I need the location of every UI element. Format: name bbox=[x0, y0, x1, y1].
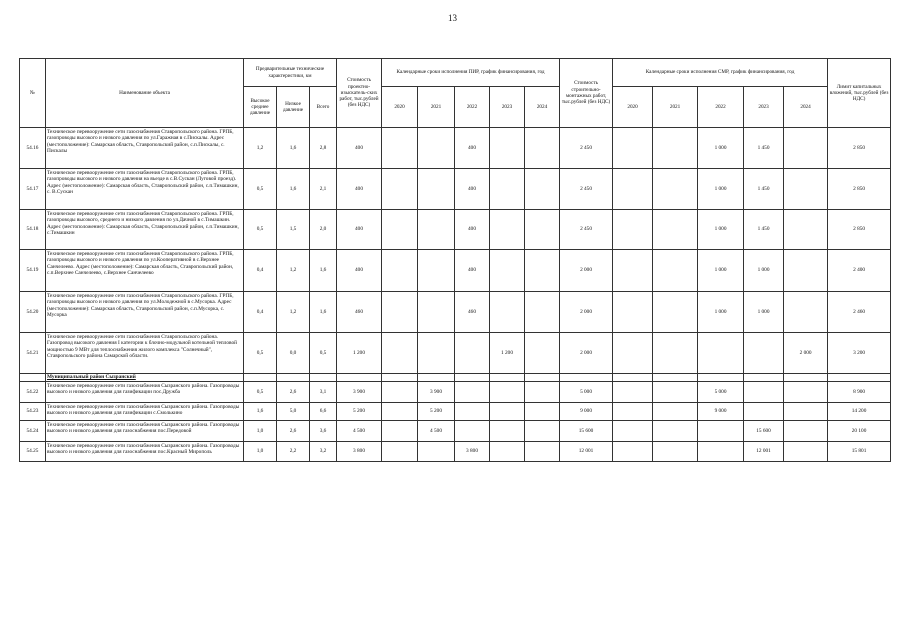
empty-cell bbox=[310, 374, 337, 382]
smr-cost-cell: 15 600 bbox=[560, 421, 613, 442]
pir-year-cell bbox=[418, 292, 455, 333]
pir-year-cell bbox=[525, 421, 560, 442]
smr-cost-cell: 2 450 bbox=[560, 169, 613, 210]
smr-year-cell bbox=[613, 210, 653, 250]
header-tech-low: Низкое давление bbox=[277, 87, 310, 128]
smr-year-cell: 2 000 bbox=[784, 333, 828, 374]
low-pressure-cell: 0,0 bbox=[277, 333, 310, 374]
smr-year-cell bbox=[784, 442, 828, 462]
table-row bbox=[20, 403, 891, 421]
row-number-cell: 54.23 bbox=[20, 403, 46, 421]
pir-year-cell: 3 900 bbox=[418, 382, 455, 403]
header-tech-total: Всего bbox=[310, 87, 337, 128]
empty-cell bbox=[244, 374, 277, 382]
smr-year-cell bbox=[784, 421, 828, 442]
empty-cell bbox=[653, 374, 698, 382]
smr-year-cell: 9 000 bbox=[698, 403, 744, 421]
header-smr-cost: Стоимость строительно-монтажных работ, тыс.рублей (без НДС) bbox=[560, 59, 613, 128]
pir-cost-cell: 3 900 bbox=[337, 382, 382, 403]
smr-year-cell: 1 000 bbox=[698, 128, 744, 169]
empty-cell bbox=[744, 374, 784, 382]
smr-year-cell: 1 000 bbox=[744, 292, 784, 333]
table-row bbox=[20, 169, 891, 210]
smr-year-cell bbox=[744, 382, 784, 403]
smr-year-cell bbox=[613, 333, 653, 374]
header-smr-year: 2020 bbox=[613, 87, 653, 128]
pir-year-cell bbox=[382, 210, 418, 250]
object-name-cell: Техническое перевооружение сети газоснабжения Ставропольского района. ГРПБ, газопроводы высокого и низкого давления по ул.Молодежной в с.Мусорка. Адрес (местоположение): Самарская область, Ставропольский район, с.п.Мусорка, с. Мусорка bbox=[46, 292, 244, 333]
limit-cell: 2 460 bbox=[828, 292, 891, 333]
pir-cost-cell: 400 bbox=[337, 128, 382, 169]
empty-cell bbox=[698, 374, 744, 382]
header-pir-group: Календарные сроки исполнения ПИР, график финансирования, год bbox=[382, 59, 560, 87]
object-name-cell: Техническое перевооружение сети газоснабжения Сызранского района. Газопроводы высокого и низкого давления для газификации с.Смолькино bbox=[46, 403, 244, 421]
pir-year-cell: 460 bbox=[455, 292, 490, 333]
pir-year-cell: 5 200 bbox=[418, 403, 455, 421]
row-number-cell: 54.25 bbox=[20, 442, 46, 462]
empty-cell bbox=[418, 374, 455, 382]
smr-year-cell bbox=[613, 442, 653, 462]
smr-year-cell: 1 000 bbox=[744, 250, 784, 292]
smr-year-cell bbox=[613, 250, 653, 292]
low-pressure-cell: 1,5 bbox=[277, 210, 310, 250]
row-number-cell: 54.19 bbox=[20, 250, 46, 292]
smr-year-cell bbox=[784, 382, 828, 403]
total-length-cell: 2,0 bbox=[310, 210, 337, 250]
header-limit: Лимит капитальных вложений, тыс.рублей (без НДС) bbox=[828, 59, 891, 128]
header-smr-year: 2022 bbox=[698, 87, 744, 128]
limit-cell: 15 801 bbox=[828, 442, 891, 462]
high-pressure-cell: 0,4 bbox=[244, 292, 277, 333]
pir-year-cell bbox=[455, 421, 490, 442]
limit-cell: 2 850 bbox=[828, 210, 891, 250]
row-number-cell: 54.22 bbox=[20, 382, 46, 403]
table-row bbox=[20, 333, 891, 374]
section-title: Муниципальный район Сызранский bbox=[46, 374, 244, 382]
pir-year-cell: 4 500 bbox=[418, 421, 455, 442]
section-row bbox=[20, 374, 891, 382]
smr-cost-cell: 9 000 bbox=[560, 403, 613, 421]
object-name-cell: Техническое перевооружение сети газоснабжения Ставропольского района. ГРПБ, газопроводы высокого и низкого давления на въезде в с.В.Сускан (Луговой проезд). Адрес (местоположение): Самарская область, Ставропольский район, с.п.Тимашкин, с. В.Сускан bbox=[46, 169, 244, 210]
row-number-cell bbox=[20, 374, 46, 382]
object-name-cell: Техническое перевооружение сети газоснабжения Ставропольского района. Газопровод высокого давления I категории к блочно-модульной котельной тепловой мощностью 9 МВт для теплоснабжения жилого комплекса "Солнечный", Ставропольского района Самарской области. bbox=[46, 333, 244, 374]
smr-year-cell: 1 000 bbox=[698, 250, 744, 292]
empty-cell bbox=[613, 374, 653, 382]
pir-year-cell bbox=[382, 128, 418, 169]
pir-year-cell bbox=[418, 250, 455, 292]
pir-year-cell bbox=[490, 382, 525, 403]
object-name-cell: Техническое перевооружение сети газоснабжения Ставропольского района. ГРПБ, газопроводы высокого и низкого давления по ул.Гаражная в с.Пискалы. Адрес (местоположение): Самарская область, Ставропольский район, с.п.Пискалы, с. Пискалы bbox=[46, 128, 244, 169]
pir-year-cell bbox=[382, 421, 418, 442]
low-pressure-cell: 2,6 bbox=[277, 421, 310, 442]
pir-year-cell: 400 bbox=[455, 210, 490, 250]
header-smr-year: 2023 bbox=[744, 87, 784, 128]
pir-year-cell bbox=[490, 421, 525, 442]
pir-year-cell bbox=[418, 442, 455, 462]
pir-year-cell: 400 bbox=[455, 128, 490, 169]
row-number-cell: 54.24 bbox=[20, 421, 46, 442]
pir-year-cell: 3 800 bbox=[455, 442, 490, 462]
table-row bbox=[20, 210, 891, 250]
row-number-cell: 54.18 bbox=[20, 210, 46, 250]
pir-cost-cell: 5 200 bbox=[337, 403, 382, 421]
object-name-cell: Техническое перевооружение сети газоснабжения Ставропольского района. ГРПБ, газопроводы высокого, среднего и низкого давления по ул.Дачной в с.Тимашкин. Адрес (местоположение): Самарская область, Ставропольский район, с.п.Тимашкин, с.Тимашкин bbox=[46, 210, 244, 250]
table-row bbox=[20, 292, 891, 333]
high-pressure-cell: 1,2 bbox=[244, 128, 277, 169]
smr-year-cell bbox=[653, 292, 698, 333]
smr-year-cell bbox=[613, 292, 653, 333]
pir-year-cell bbox=[455, 382, 490, 403]
smr-year-cell bbox=[653, 403, 698, 421]
empty-cell bbox=[382, 374, 418, 382]
total-length-cell: 2,1 bbox=[310, 169, 337, 210]
investment-table bbox=[19, 58, 891, 462]
empty-cell bbox=[560, 374, 613, 382]
smr-year-cell: 1 450 bbox=[744, 210, 784, 250]
smr-year-cell bbox=[784, 403, 828, 421]
header-smr-year: 2024 bbox=[784, 87, 828, 128]
header-pir-year: 2020 bbox=[382, 87, 418, 128]
pir-year-cell: 1 200 bbox=[490, 333, 525, 374]
smr-year-cell bbox=[653, 333, 698, 374]
header-pir-cost: Стоимость проектно-изыскатель-ских работ, тыс.рублей (без НДС) bbox=[337, 59, 382, 128]
pir-year-cell: 400 bbox=[455, 169, 490, 210]
object-name-cell: Техническое перевооружение сети газоснабжения Сызранского района. Газопроводы высокого и низкого давления для газификации пос.Дружба bbox=[46, 382, 244, 403]
empty-cell bbox=[784, 374, 828, 382]
limit-cell: 2 850 bbox=[828, 128, 891, 169]
header-pir-year: 2022 bbox=[455, 87, 490, 128]
smr-year-cell bbox=[784, 292, 828, 333]
pir-year-cell bbox=[490, 169, 525, 210]
total-length-cell: 1,6 bbox=[310, 250, 337, 292]
pir-year-cell bbox=[490, 210, 525, 250]
high-pressure-cell: 1,0 bbox=[244, 421, 277, 442]
pir-year-cell bbox=[382, 169, 418, 210]
total-length-cell: 1,6 bbox=[310, 292, 337, 333]
smr-year-cell bbox=[653, 442, 698, 462]
smr-year-cell bbox=[784, 250, 828, 292]
pir-year-cell bbox=[382, 333, 418, 374]
high-pressure-cell: 0,5 bbox=[244, 210, 277, 250]
high-pressure-cell: 1,0 bbox=[244, 442, 277, 462]
smr-cost-cell: 12 001 bbox=[560, 442, 613, 462]
smr-cost-cell: 5 000 bbox=[560, 382, 613, 403]
high-pressure-cell: 0,5 bbox=[244, 169, 277, 210]
pir-year-cell bbox=[490, 442, 525, 462]
pir-year-cell bbox=[490, 128, 525, 169]
smr-year-cell bbox=[784, 128, 828, 169]
pir-year-cell bbox=[418, 128, 455, 169]
empty-cell bbox=[455, 374, 490, 382]
pir-cost-cell: 1 200 bbox=[337, 333, 382, 374]
pir-year-cell bbox=[525, 292, 560, 333]
smr-year-cell bbox=[653, 421, 698, 442]
pir-year-cell bbox=[455, 333, 490, 374]
smr-cost-cell: 2 000 bbox=[560, 292, 613, 333]
pir-year-cell bbox=[525, 403, 560, 421]
total-length-cell: 6,6 bbox=[310, 403, 337, 421]
pir-year-cell bbox=[382, 250, 418, 292]
pir-year-cell bbox=[525, 382, 560, 403]
limit-cell: 8 900 bbox=[828, 382, 891, 403]
pir-year-cell bbox=[490, 292, 525, 333]
smr-year-cell: 15 600 bbox=[744, 421, 784, 442]
object-name-cell: Техническое перевооружение сети газоснабжения Ставропольского района. ГРПБ, газопроводы высокого и низкого давления по ул.Кооперативной в с.Верхнее Санчелеево. Адрес (местоположение): Самарская область, Ставропольский район, с.п.Верхнее Санчелеево, с.Верхнее Санчелеево bbox=[46, 250, 244, 292]
smr-year-cell bbox=[613, 382, 653, 403]
pir-year-cell bbox=[418, 333, 455, 374]
smr-year-cell: 1 000 bbox=[698, 292, 744, 333]
table-body bbox=[20, 128, 891, 462]
high-pressure-cell: 0,5 bbox=[244, 382, 277, 403]
smr-year-cell bbox=[784, 169, 828, 210]
limit-cell: 20 100 bbox=[828, 421, 891, 442]
header-pir-year: 2024 bbox=[525, 87, 560, 128]
empty-cell bbox=[525, 374, 560, 382]
smr-cost-cell: 2 000 bbox=[560, 250, 613, 292]
pir-cost-cell: 4 500 bbox=[337, 421, 382, 442]
table-row bbox=[20, 442, 891, 462]
object-name-cell: Техническое перевооружение сети газоснабжения Сызранского района. Газопроводы высокого и низкого давления для газоснабжения пос.Красный Мирополь bbox=[46, 442, 244, 462]
header-smr-group: Календарные сроки исполнения СМР, график финансирования, год bbox=[613, 59, 828, 87]
header-pir-year: 2023 bbox=[490, 87, 525, 128]
pir-year-cell bbox=[525, 210, 560, 250]
pir-year-cell: 400 bbox=[455, 250, 490, 292]
pir-year-cell bbox=[455, 403, 490, 421]
smr-cost-cell: 2 000 bbox=[560, 333, 613, 374]
smr-year-cell bbox=[784, 210, 828, 250]
pir-cost-cell: 3 800 bbox=[337, 442, 382, 462]
total-length-cell: 3,6 bbox=[310, 421, 337, 442]
smr-year-cell bbox=[698, 421, 744, 442]
smr-year-cell: 1 000 bbox=[698, 169, 744, 210]
pir-year-cell bbox=[525, 250, 560, 292]
high-pressure-cell: 1,6 bbox=[244, 403, 277, 421]
table-row bbox=[20, 250, 891, 292]
empty-cell bbox=[277, 374, 310, 382]
row-number-cell: 54.21 bbox=[20, 333, 46, 374]
low-pressure-cell: 1,6 bbox=[277, 128, 310, 169]
pir-year-cell bbox=[382, 403, 418, 421]
smr-year-cell bbox=[613, 169, 653, 210]
low-pressure-cell: 1,2 bbox=[277, 250, 310, 292]
limit-cell: 2 400 bbox=[828, 250, 891, 292]
header-smr-year: 2021 bbox=[653, 87, 698, 128]
pir-year-cell bbox=[382, 382, 418, 403]
table-row bbox=[20, 421, 891, 442]
limit-cell: 3 200 bbox=[828, 333, 891, 374]
smr-cost-cell: 2 450 bbox=[560, 210, 613, 250]
total-length-cell: 3,1 bbox=[310, 382, 337, 403]
page-number: 13 bbox=[448, 13, 457, 23]
smr-year-cell bbox=[653, 382, 698, 403]
pir-year-cell bbox=[525, 169, 560, 210]
pir-year-cell bbox=[525, 128, 560, 169]
smr-cost-cell: 2 450 bbox=[560, 128, 613, 169]
pir-cost-cell: 400 bbox=[337, 210, 382, 250]
pir-year-cell bbox=[525, 442, 560, 462]
total-length-cell: 0,5 bbox=[310, 333, 337, 374]
header-name: Наименование объекта bbox=[46, 59, 244, 128]
empty-cell bbox=[337, 374, 382, 382]
pir-year-cell bbox=[418, 169, 455, 210]
high-pressure-cell: 0,5 bbox=[244, 333, 277, 374]
pir-year-cell bbox=[418, 210, 455, 250]
smr-year-cell bbox=[744, 403, 784, 421]
pir-year-cell bbox=[490, 403, 525, 421]
object-name-cell: Техническое перевооружение сети газоснабжения Сызранского района. Газопроводы высокого и низкого давления для газоснабжения пос.Передовой bbox=[46, 421, 244, 442]
empty-cell bbox=[828, 374, 891, 382]
limit-cell: 2 850 bbox=[828, 169, 891, 210]
low-pressure-cell: 1,2 bbox=[277, 292, 310, 333]
pir-year-cell bbox=[382, 442, 418, 462]
total-length-cell: 2,8 bbox=[310, 128, 337, 169]
smr-year-cell bbox=[698, 442, 744, 462]
smr-year-cell bbox=[613, 403, 653, 421]
pir-year-cell bbox=[525, 333, 560, 374]
pir-year-cell bbox=[490, 250, 525, 292]
low-pressure-cell: 5,0 bbox=[277, 403, 310, 421]
header-tech-high: Высокое среднее давление bbox=[244, 87, 277, 128]
table-header bbox=[20, 59, 891, 128]
smr-year-cell bbox=[653, 250, 698, 292]
smr-year-cell bbox=[653, 128, 698, 169]
smr-year-cell: 1 450 bbox=[744, 128, 784, 169]
low-pressure-cell: 2,6 bbox=[277, 382, 310, 403]
row-number-cell: 54.20 bbox=[20, 292, 46, 333]
smr-year-cell: 1 450 bbox=[744, 169, 784, 210]
pir-cost-cell: 400 bbox=[337, 169, 382, 210]
table-row bbox=[20, 128, 891, 169]
pir-cost-cell: 400 bbox=[337, 250, 382, 292]
smr-year-cell bbox=[653, 210, 698, 250]
empty-cell bbox=[490, 374, 525, 382]
header-no: № bbox=[20, 59, 46, 128]
header-pir-year: 2021 bbox=[418, 87, 455, 128]
high-pressure-cell: 0,4 bbox=[244, 250, 277, 292]
smr-year-cell bbox=[744, 333, 784, 374]
table-row bbox=[20, 382, 891, 403]
smr-year-cell: 1 000 bbox=[698, 210, 744, 250]
low-pressure-cell: 1,6 bbox=[277, 169, 310, 210]
pir-cost-cell: 460 bbox=[337, 292, 382, 333]
smr-year-cell: 5 000 bbox=[698, 382, 744, 403]
smr-year-cell bbox=[613, 128, 653, 169]
header-tech-group: Предварительные технические характеристики, км bbox=[244, 59, 337, 87]
smr-year-cell bbox=[613, 421, 653, 442]
row-number-cell: 54.16 bbox=[20, 128, 46, 169]
total-length-cell: 3,2 bbox=[310, 442, 337, 462]
pir-year-cell bbox=[382, 292, 418, 333]
low-pressure-cell: 2,2 bbox=[277, 442, 310, 462]
smr-year-cell bbox=[698, 333, 744, 374]
smr-year-cell: 12 001 bbox=[744, 442, 784, 462]
smr-year-cell bbox=[653, 169, 698, 210]
limit-cell: 14 200 bbox=[828, 403, 891, 421]
row-number-cell: 54.17 bbox=[20, 169, 46, 210]
